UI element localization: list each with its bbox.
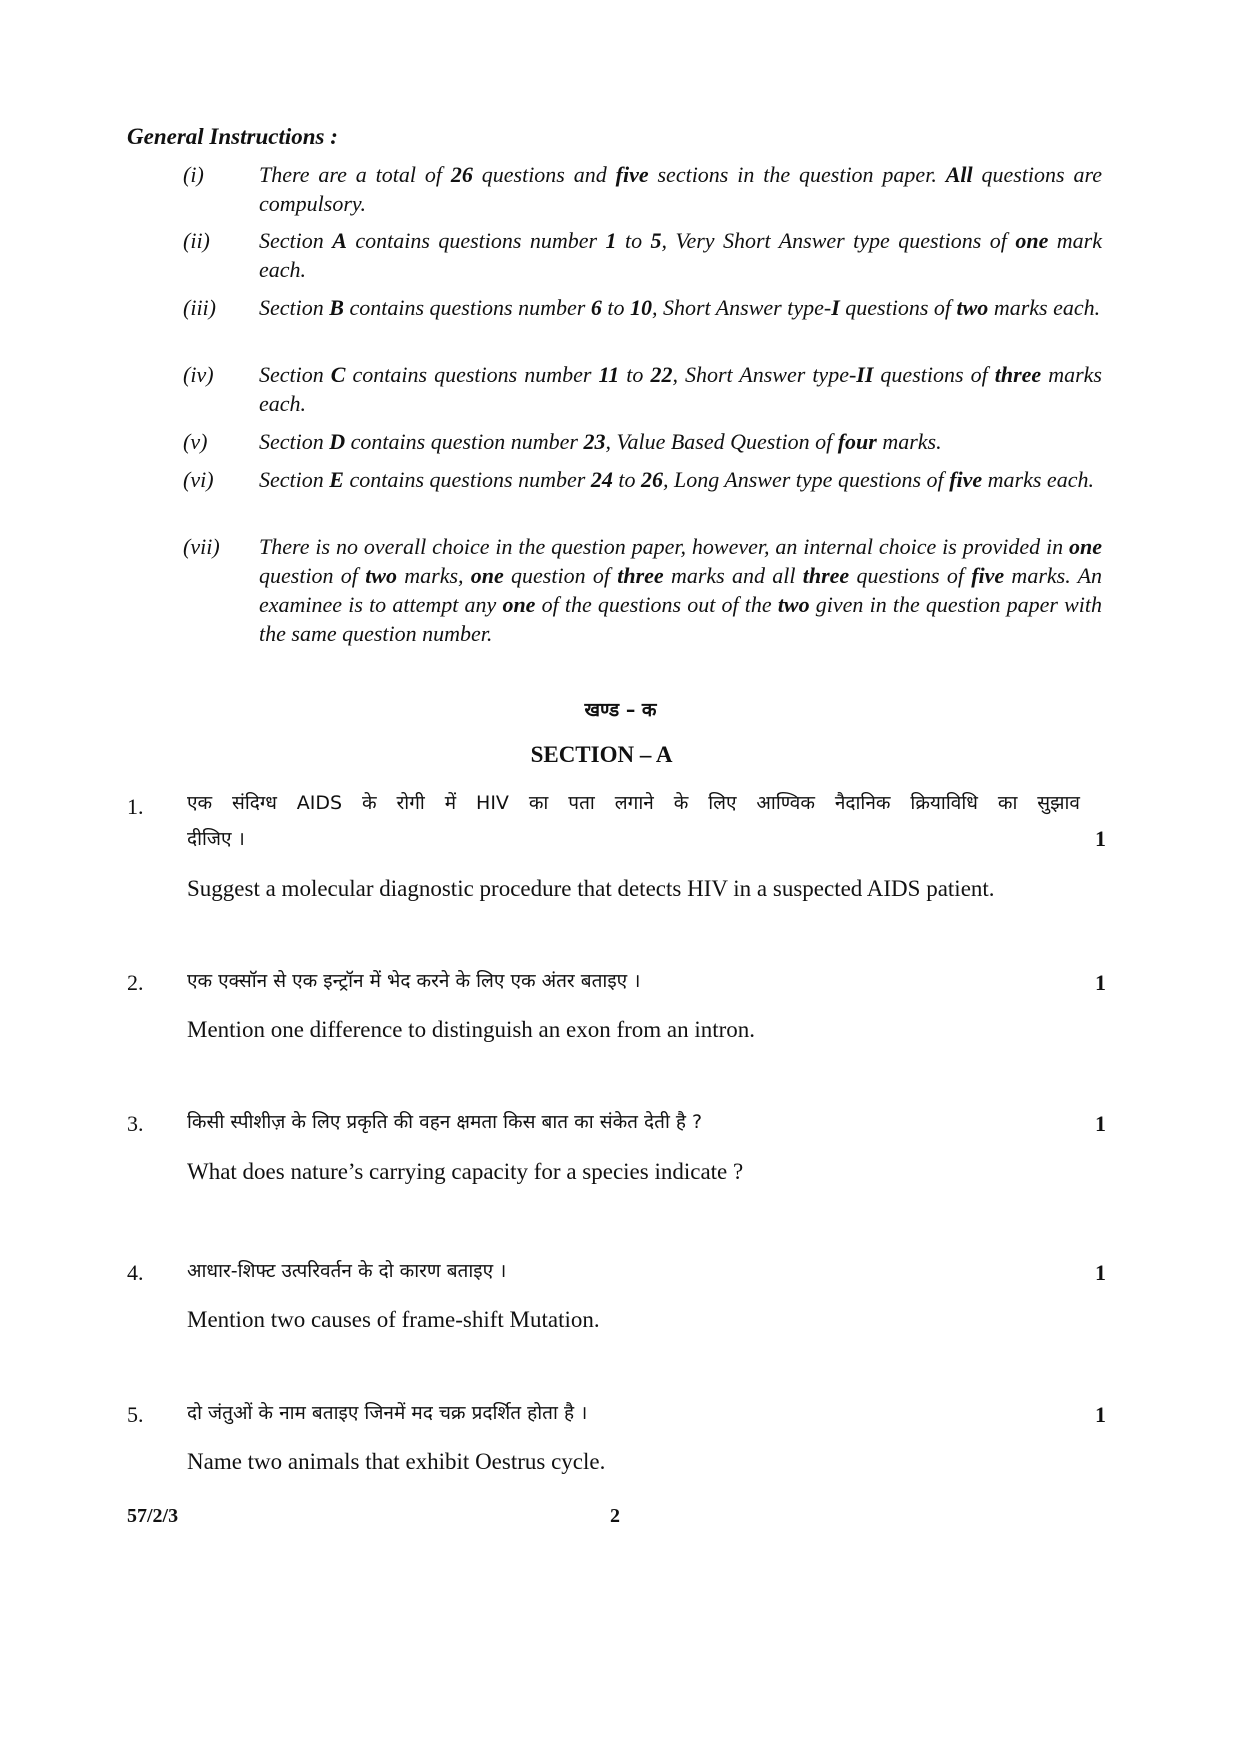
- instruction-text: There is no overall choice in the question paper, however, an internal choice is provided in one question of two marks, one question of three marks and all three questions of five marks. An examinee is to attempt any one of the questions out of the two given in the question paper with the same question number.: [259, 534, 1103, 646]
- question-text-hindi-cont: दीजिए ।: [187, 828, 245, 850]
- instruction-text: There are a total of 26 questions and five sections in the question paper. All questions are compulsory.: [259, 162, 1102, 216]
- question-text-english: What does nature’s carrying capacity for a species indicate ?: [187, 1159, 744, 1184]
- instruction-text: Section E contains questions number 24 to 26, Long Answer type questions of five marks each.: [259, 467, 1094, 492]
- instruction-number: (ii): [183, 228, 210, 253]
- instruction-number: (vii): [183, 534, 220, 559]
- instruction-text: Section A contains questions number 1 to 5, Very Short Answer type questions of one mark each.: [259, 228, 1102, 282]
- section-heading-hindi: खण्ड – क: [584, 699, 657, 721]
- question-marks: 1: [1095, 1402, 1106, 1427]
- question-marks: 1: [1095, 1260, 1106, 1285]
- question-number: 4.: [127, 1260, 144, 1285]
- instruction-number: (i): [183, 162, 204, 187]
- general-instructions-title: General Instructions :: [127, 124, 338, 149]
- question-text-hindi: एक संदिग्ध AIDS के रोगी में HIV का पता लगाने के लिए आण्विक नैदानिक क्रियाविधि का सुझाव: [187, 792, 1080, 814]
- page-number: 2: [610, 1505, 620, 1527]
- question-text-hindi: दो जंतुओं के नाम बताइए जिनमें मद चक्र प्रदर्शित होता है ।: [187, 1402, 588, 1424]
- question-text-hindi: आधार-शिफ्ट उत्परिवर्तन के दो कारण बताइए ।: [187, 1260, 507, 1282]
- question-marks: 1: [1095, 970, 1106, 995]
- instruction-number: (iii): [183, 295, 216, 320]
- question-text-english: Mention two causes of frame-shift Mutation.: [187, 1307, 600, 1332]
- question-text-english: Name two animals that exhibit Oestrus cycle.: [187, 1449, 606, 1474]
- instruction-text: Section C contains questions number 11 to 22, Short Answer type-II questions of three marks each.: [259, 362, 1102, 416]
- instruction-text: Section B contains questions number 6 to 10, Short Answer type-I questions of two marks each.: [259, 295, 1101, 320]
- question-text-hindi: एक एक्सॉन से एक इन्ट्रॉन में भेद करने के लिए एक अंतर बताइए ।: [187, 970, 641, 992]
- question-number: 5.: [127, 1402, 144, 1427]
- question-number: 1.: [127, 794, 144, 819]
- section-heading-english: SECTION – A: [530, 742, 673, 767]
- paper-code: 57/2/3: [127, 1505, 179, 1527]
- question-text-english: Mention one difference to distinguish an exon from an intron.: [187, 1017, 756, 1042]
- question-marks: 1: [1095, 1111, 1106, 1136]
- question-number: 2.: [127, 970, 144, 995]
- instruction-number: (v): [183, 429, 208, 454]
- instruction-number: (vi): [183, 467, 214, 492]
- instruction-number: (iv): [183, 362, 214, 387]
- question-marks: 1: [1095, 826, 1106, 851]
- question-number: 3.: [127, 1111, 144, 1136]
- instruction-text: Section D contains question number 23, Value Based Question of four marks.: [259, 429, 942, 454]
- question-text-english: Suggest a molecular diagnostic procedure that detects HIV in a suspected AIDS patient.: [187, 876, 995, 901]
- question-text-hindi: किसी स्पीशीज़ के लिए प्रकृति की वहन क्षमता किस बात का संकेत देती है ?: [187, 1111, 703, 1133]
